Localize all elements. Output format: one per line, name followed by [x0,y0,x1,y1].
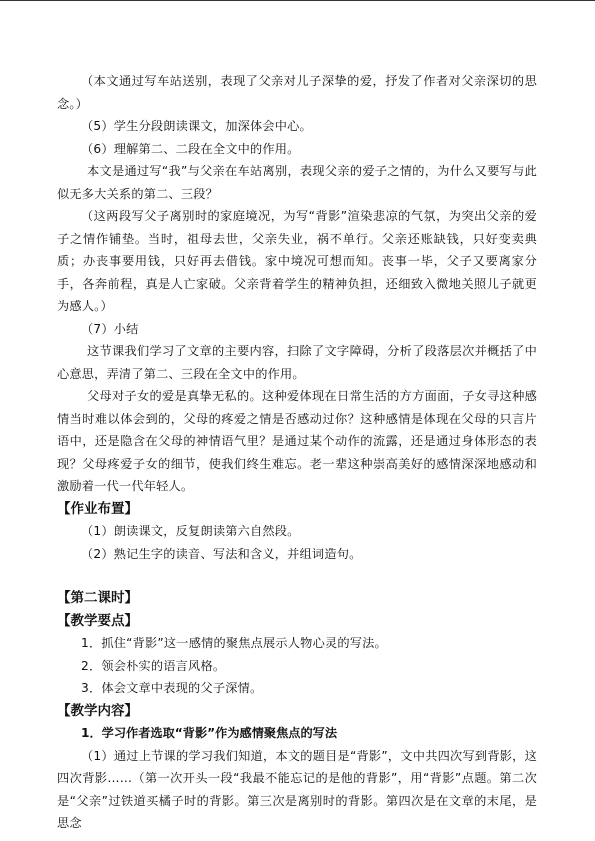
point-item: 1．抓住“背影”这一感情的聚焦点展示人物心灵的写法。 [81,636,387,650]
homework-heading: 【作业布置】 [57,500,138,517]
step-6: （6）理解第二、二段在全文中的作用。 [81,141,300,156]
header-rule [0,0,595,1]
point-item: 2．领会朴实的语言风格。 [81,658,226,673]
point-item: 3．体会文章中表现的父子深情。 [81,681,263,695]
points-heading: 【教学要点】 [57,612,138,629]
step-5: （5）学生分段朗读课文，加深体会中心。 [81,119,312,133]
document-page [57,70,537,835]
paragraph-answer: （这两段写父子离别时的家庭境况，为写“背影”渲染悲凉的气氛，为突出父亲的爱子之情作铺垫。当时，祖母去世，父亲失业，祸不单行。父亲还账缺钱，只好变卖典质；办丧事要用钱，只好再去借钱。家中境况可想而知。丧事一毕，父子又要离家分手，各奔前程，真是人亡家破。父亲背着学生的精神负担，还细致入微地关照儿子就更为感人。） [57,209,537,313]
content-paragraph: （1）通过上节课的学习我们知道，本文的题目是“背影”，文中共四次写到背影，这四次背影……（第一次开头一段“我最不能忘记的是他的背影”，用“背影”点题。第二次是“父亲”过铁道买橘子时的背影。第三次是离别时的背影。第四次是在文章的末尾，是思念 [57,748,537,830]
homework-item: （2）熟记生字的读音、写法和含义，并组词造句。 [81,546,362,561]
lesson2-heading: 【第二课时】 [57,590,138,606]
paragraph-reflection: 父母对子女的爱是真挚无私的。这种爱体现在日常生活的方方面面，子女寻这种感情当时难以体会到的，父母的疼爱之情是否感动过你？这种感情是体现在父母的只言片语中，还是隐含在父母的神情语气里？是通过某个动作的流露，还是通过身体形态的表现？父母疼爱子女的细节，使我们终生难忘。老一辈这种崇高美好的感情深深地感动和激励着一代一代年轻人。 [57,389,537,493]
spacer [57,565,537,587]
paragraph-summary: （本文通过写车站送别，表现了父亲对儿子深挚的爱，抒发了作者对父亲深切的思念。） [57,74,537,111]
paragraph-question: 本文是通过写“我”与父亲在车站离别，表现父亲的爱子之情的，为什么又要写与此似无多大关系的第二、三段？ [57,164,537,201]
paragraph-summary-2: 这节课我们学习了文章的主要内容，扫除了文字障碍，分析了段落层次并概括了中心意思，弄清了第二、三段在全文中的作用。 [57,344,537,381]
step-7: （7）小结 [81,321,139,336]
content-subheading: 1．学习作者选取“背影”作为感情聚焦点的写法 [81,726,338,740]
content-heading: 【教学内容】 [57,702,138,719]
homework-item: （1）朗读课文，反复朗读第六自然段。 [81,524,300,538]
